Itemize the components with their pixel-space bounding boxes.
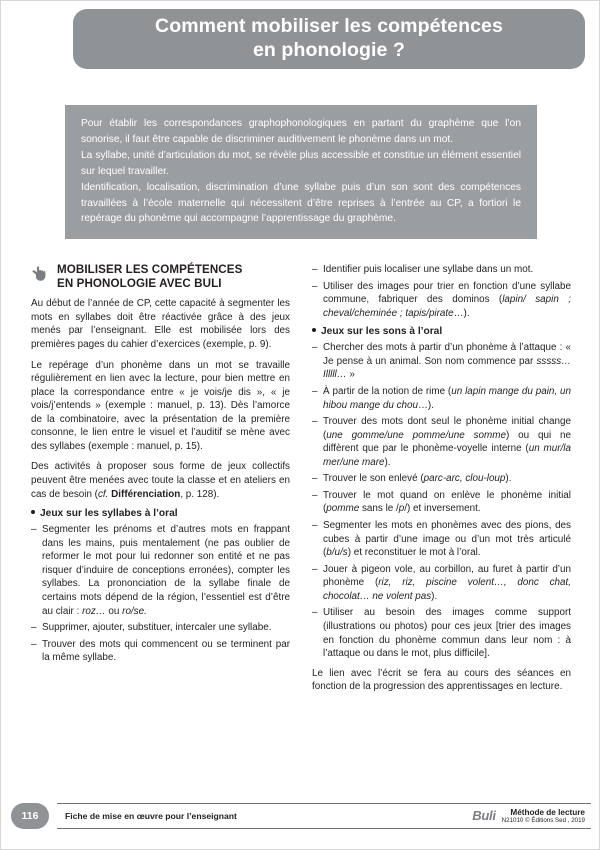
- list-item: – Segmenter les mots en phonèmes avec des pions, des cubes à partir d’une image ou d’un mot très articulé (b/u/s) et reconstituer le mot à l’oral.: [312, 519, 571, 560]
- bullet-dot-icon: [31, 510, 35, 514]
- list-item: – Trouver des mots qui commencent ou se terminent par la même syllabe.: [31, 638, 290, 665]
- section-title-line-1: MOBILISER LES COMPÉTENCES: [57, 263, 243, 276]
- content-columns: [31, 263, 571, 803]
- left-column: [31, 263, 290, 803]
- list-item: – Trouver le son enlevé (parc-arc, clou-loup).: [312, 472, 571, 486]
- subtitle-jeux-sons: [312, 326, 571, 337]
- subtitle-jeux-syllabes-label: Jeux sur les syllabes à l’oral: [40, 508, 178, 520]
- section-header: [31, 263, 290, 291]
- list-item: – Identifier puis localiser une syllabe dans un mot.: [312, 263, 571, 277]
- list-item: – Trouver des mots dont seul le phonème initial change (une gomme/une pomme/une somme) ou qui ne diffèrent que par le phonème-voyelle interne (un mur/la mer/une mare).: [312, 415, 571, 469]
- hand-pointing-icon: [31, 264, 51, 284]
- section-paragraph-3-bold: Différenciation: [111, 488, 181, 500]
- list-item: – Trouver le mot quand on enlève le phonème initial (pomme sans le /p/) et inversement.: [312, 489, 571, 516]
- footer-left-text: Fiche de mise en œuvre pour l’enseignant: [65, 811, 237, 821]
- buli-logo: Buli: [472, 808, 496, 824]
- footer-meta-line-2: N21010 © Éditions Sed , 2019: [501, 817, 585, 825]
- closing-paragraph: Le lien avec l’écrit se fera au cours des séances en fonction de la progression des apprentissages en lecture.: [312, 667, 571, 693]
- list-item: – Jouer à pigeon vole, au corbillon, au furet à partir d’un phonème (riz, riz, piscine volent…, donc chat, chocolat… ne volent pas).: [312, 563, 571, 604]
- syllabes-list: [31, 523, 290, 665]
- section-title: [57, 263, 242, 291]
- intro-paragraph-2: La syllabe, unité d’articulation du mot, se révèle plus accessible et constitue un élément essentiel sur lequel travailler.: [81, 150, 521, 177]
- intro-paragraph-1: Pour établir les correspondances graphophonologiques en partant du graphème que l’on sonorise, il faut être capable de discriminer auditivement le phonème dans un mot.: [81, 118, 521, 145]
- footer-meta: [502, 808, 585, 825]
- list-item: – Segmenter les prénoms et d’autres mots en frappant dans les mains, puis mentalement (ne pas oublier de reformer le mot pour lui redonner son entité et ne pas risquer d’induire de conceptions erronées), compter les syllabes. La prononciation de la syllabe finale de certains mots dépend de la région, l’essentiel est d’être au clair : roz… ou ro/se.: [31, 523, 290, 618]
- bullet-dot-icon: [312, 328, 316, 332]
- intro-block: [65, 105, 537, 239]
- section-paragraph-3-cf: cf.: [97, 488, 109, 500]
- list-item: – Chercher des mots à partir d’un phonème à l’attaque : « Je pense à un animal. Son nom commence par sssss… Illlll… »: [312, 341, 571, 382]
- list-item: – À partir de la notion de rime (un lapin mange du pain, un hibou mange du chou…).: [312, 385, 571, 412]
- subtitle-jeux-sons-label: Jeux sur les sons à l’oral: [321, 326, 443, 338]
- intro-paragraph-3: Identification, localisation, discrimination d’une syllabe puis d’un son sont des compétences travaillées à l’école maternelle qui nécessitent d’être reprises à l’entrée au CP, a fortiori le repérage du phonème qui accompagne l’apprentissage du graphème.: [81, 182, 521, 224]
- footer-bar: [57, 803, 591, 829]
- footer-meta-line-1: Méthode de lecture: [510, 807, 585, 817]
- list-item: – Utiliser au besoin des images comme support (illustrations ou photos) pour ces jeux [trier des images en fonction du phonème commun dans leur nom : à l’attaque ou dans le mot, plus difficile].: [312, 606, 571, 660]
- page-title-line-2: en phonologie ?: [252, 39, 406, 61]
- sons-list: [312, 341, 571, 660]
- section-paragraph-3-c: , p. 128).: [180, 488, 220, 500]
- section-paragraph-3: [31, 460, 290, 501]
- page-title-line-1: Comment mobiliser les compétences: [155, 15, 503, 38]
- section-paragraph-3-a: Des activités à proposer sous forme de jeux collectifs peuvent être menées avec toute la classe et en ateliers en cas de besoin (: [31, 461, 290, 500]
- section-paragraph-2: Le repérage d’un phonème dans un mot se travaille régulièrement en lien avec la lecture, pour bien mettre en place la correspondance entre « je vois/je dis », « je vois/j’entends » (exemple : manuel, p. 13). Dès l’amorce de la combinatoire, avec la présentation de la première consonne, le lien entre le visuel et l’auditif se mène avec des syllabes (exemple : manuel, p. 15).: [31, 359, 290, 452]
- list-item: – Supprimer, ajouter, substituer, intercaler une syllabe.: [31, 621, 290, 635]
- right-column: [312, 263, 571, 803]
- page-number-badge: 116: [11, 803, 49, 829]
- subtitle-jeux-syllabes: [31, 508, 290, 519]
- syllabes-list-continued: [312, 263, 571, 320]
- page-title-banner: [73, 9, 585, 69]
- list-item: – Utiliser des images pour trier en fonction d’une syllabe commune, fabriquer des dominos (lapin/ sapin ; cheval/cheminée ; tapis/pirate…).: [312, 280, 571, 321]
- footer-right-group: [472, 808, 585, 825]
- section-title-line-2: EN PHONOLOGIE AVEC BULI: [57, 277, 222, 291]
- section-paragraph-1: Au début de l’année de CP, cette capacité à segmenter les mots en syllabes doit être réactivée grâce à des jeux menés par l’enseignant. Elle est mobilisée lors des premières pages du cahier d’exercices (exemple, p. 9).: [31, 298, 290, 350]
